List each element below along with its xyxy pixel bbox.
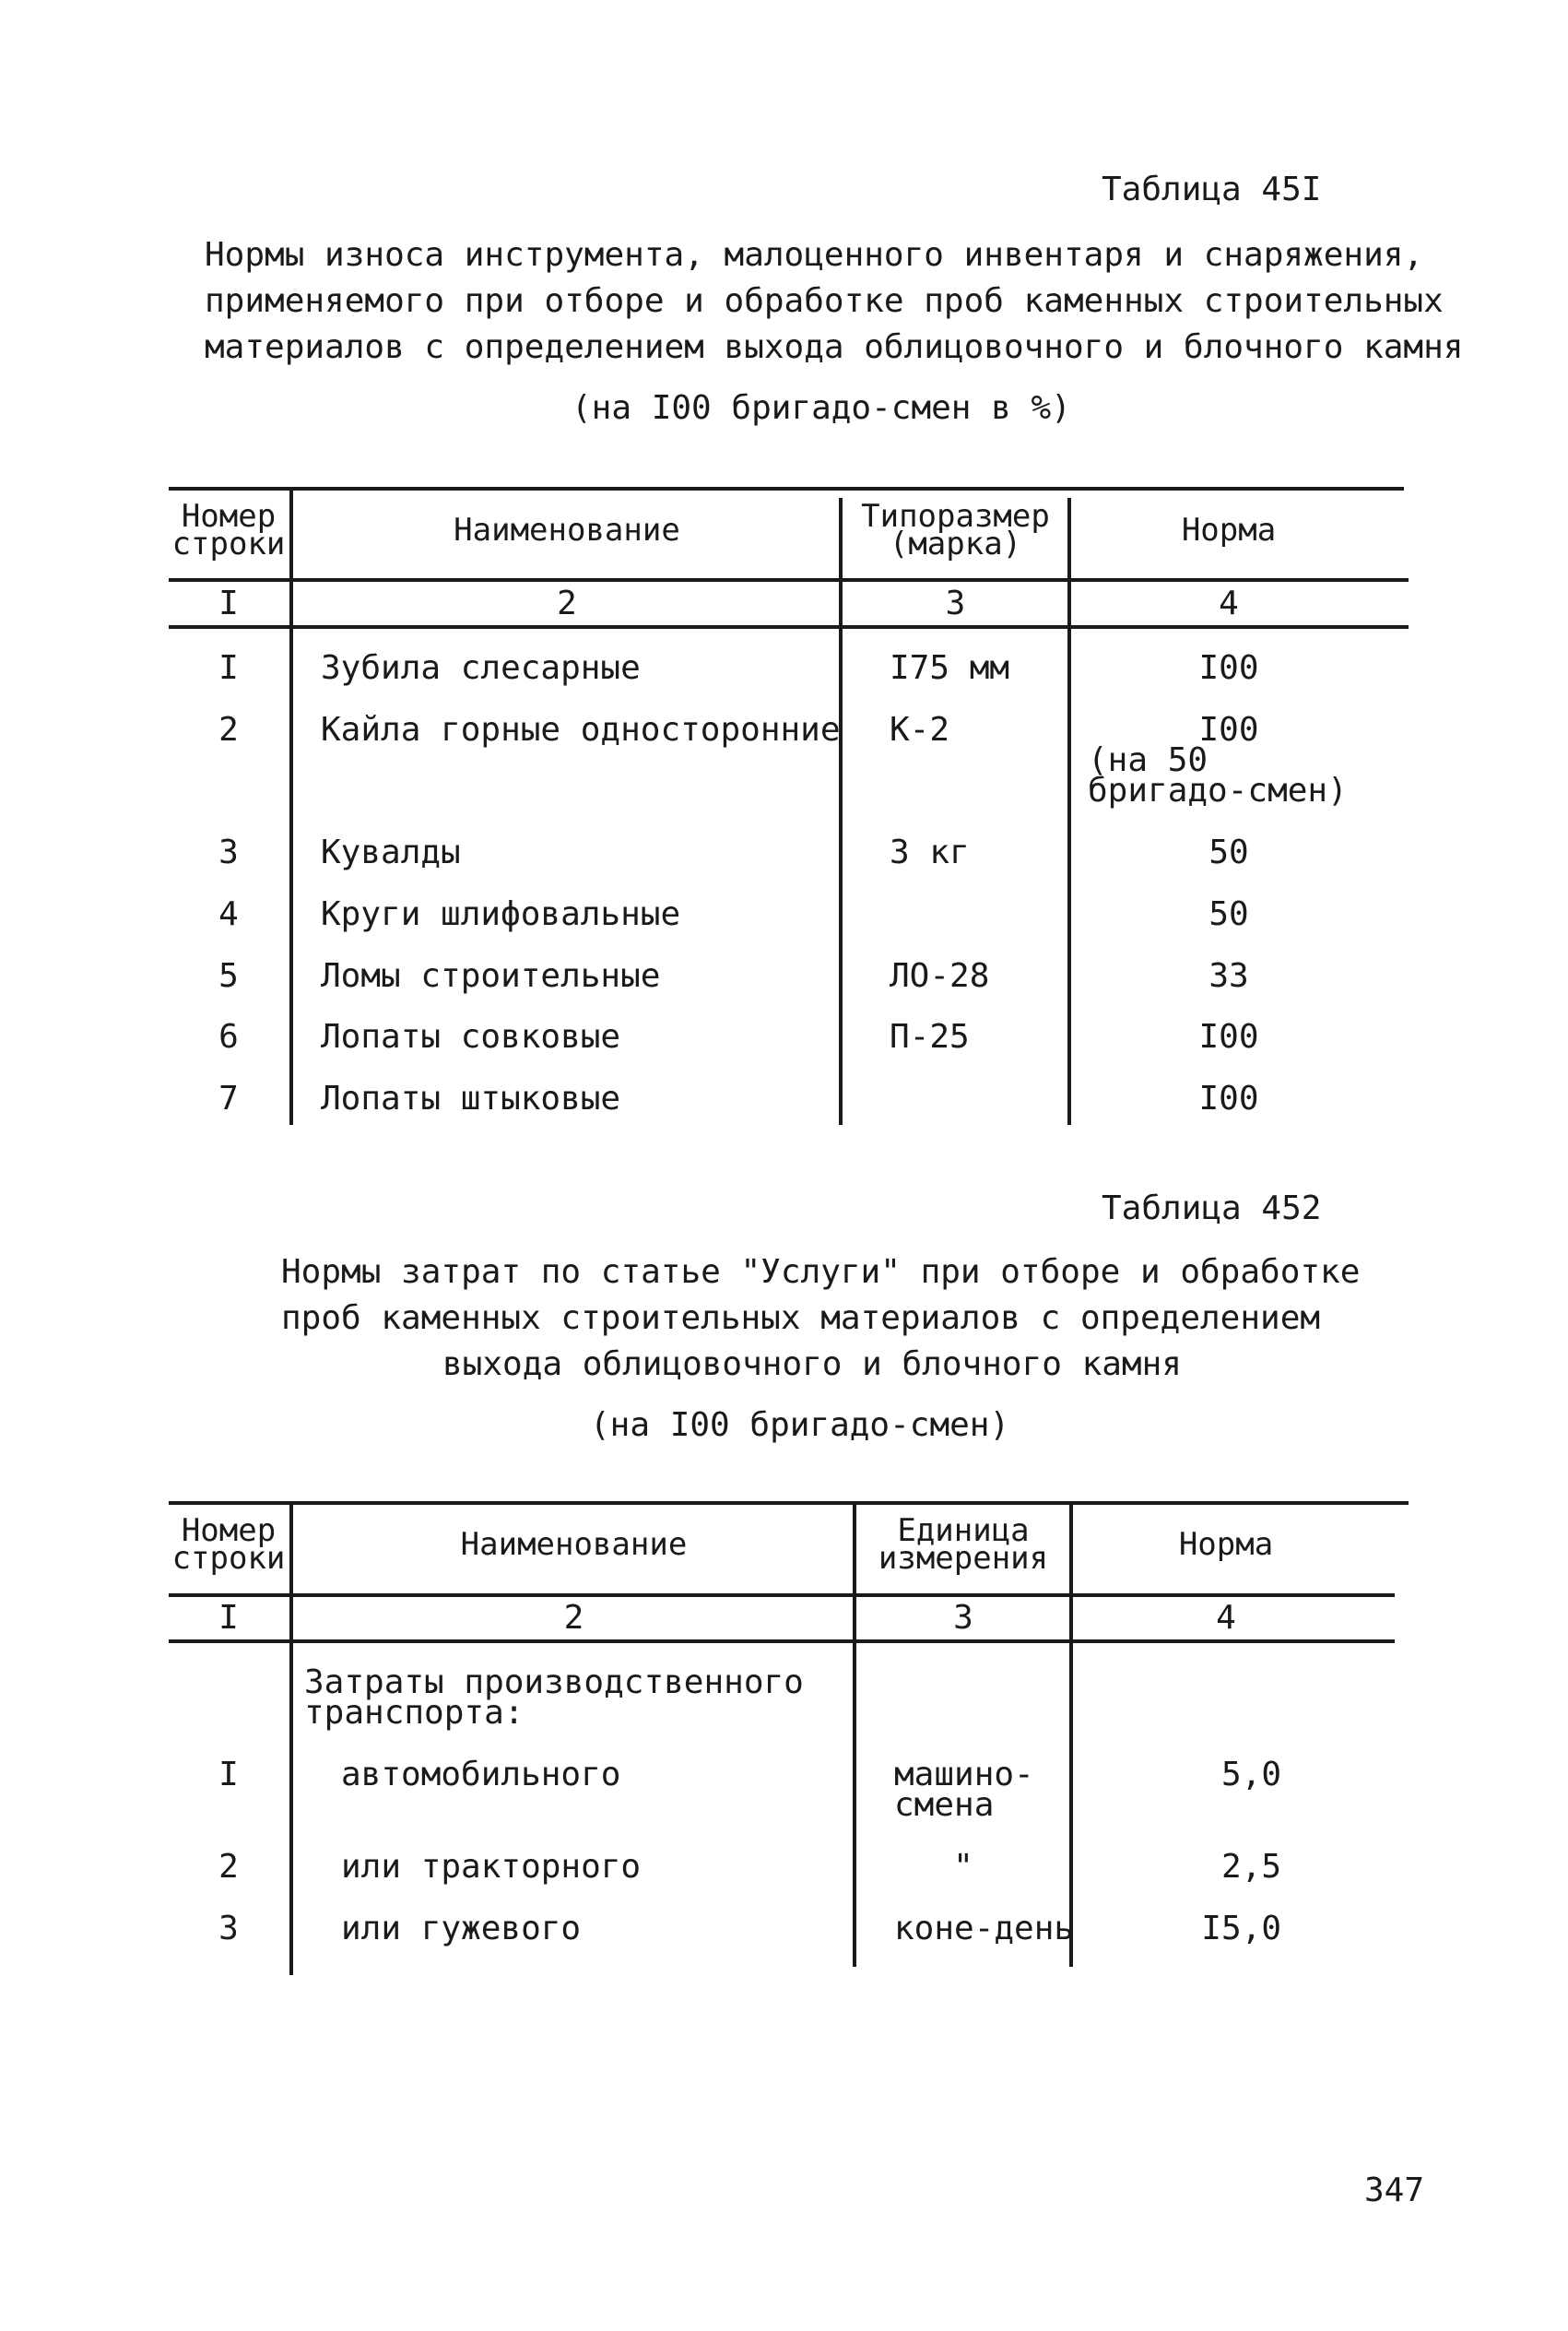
table1-colnum-1: I	[218, 585, 239, 622]
table2-title-line2: проб каменных строительных материалов с определением	[281, 1299, 1321, 1337]
table1-header-size-line2: (марка)	[889, 526, 1022, 562]
row-name: Круги шлифовальные	[321, 895, 681, 933]
table1-divider-2	[839, 498, 843, 1125]
table2-top-rule	[169, 1501, 1409, 1505]
table1-header-number-line2: строки	[171, 526, 286, 562]
row-norm-note-line2: бригадо-смен)	[1088, 772, 1348, 810]
table2-subtitle: (на I00 бригадо-смен)	[590, 1406, 1010, 1444]
table1-colnum-3: 3	[945, 585, 966, 622]
row-norm-note-line1: (на 50	[1088, 741, 1208, 779]
table2-colnum-rule	[169, 1639, 1395, 1643]
table1-header-rule	[169, 578, 1409, 582]
table1-colnum-4: 4	[1219, 585, 1239, 622]
row-norm: I00	[1198, 1018, 1259, 1056]
table2-colnum-2: 2	[563, 1599, 584, 1637]
row-size: 3 кг	[890, 834, 970, 871]
table2-colnum-1: I	[218, 1599, 239, 1637]
row-norm: I00	[1198, 711, 1259, 749]
row-number: 3	[218, 1910, 239, 1947]
table1-header-size-line1: Типоразмер	[861, 498, 1050, 535]
table1-header-norm: Норма	[1181, 512, 1277, 549]
row-norm: I00	[1198, 649, 1259, 687]
row-norm: 5,0	[1220, 1756, 1281, 1793]
table2-group-title-line1: Затраты производственного	[304, 1663, 804, 1701]
row-norm: 33	[1208, 957, 1249, 995]
row-name: Лопаты совковые	[321, 1018, 621, 1056]
row-number: 5	[218, 957, 239, 995]
table2-header-norm: Норма	[1178, 1526, 1274, 1563]
table2-divider-1	[289, 1505, 293, 1975]
row-number: 4	[218, 895, 239, 933]
table2-header-unit-line2: измерения	[878, 1540, 1049, 1577]
row-unit: "	[953, 1848, 973, 1886]
table2-group-title-line2: транспорта:	[304, 1694, 525, 1732]
table2-colnum-4: 4	[1216, 1599, 1236, 1637]
row-name: Лопаты штыковые	[321, 1080, 621, 1118]
row-number: 2	[218, 1848, 239, 1886]
table2-colnum-3: 3	[953, 1599, 973, 1637]
page-number: 347	[1364, 2171, 1425, 2209]
row-unit: коне-день	[894, 1910, 1075, 1947]
table1-title-line3: материалов с определением выхода облицовочного и блочного камня	[205, 328, 1464, 366]
table2-title-line1: Нормы затрат по статье "Услуги" при отборе и обработке	[281, 1253, 1361, 1291]
row-norm: I5,0	[1201, 1910, 1281, 1947]
row-name: или гужевого	[341, 1910, 582, 1947]
row-norm: 2,5	[1220, 1848, 1281, 1886]
table2-title-line3: выхода облицовочного и блочного камня	[442, 1345, 1182, 1383]
table1-divider-3	[1067, 498, 1071, 1125]
row-number: 7	[218, 1080, 239, 1118]
table2-header-unit-line1: Единица	[897, 1512, 1030, 1549]
table2-header-number-line2: строки	[171, 1540, 286, 1577]
table1-top-rule	[169, 487, 1404, 491]
row-norm: 50	[1208, 834, 1249, 871]
table1-divider-1	[289, 489, 293, 1125]
row-number: I	[218, 649, 239, 687]
row-number: 3	[218, 834, 239, 871]
row-size: К-2	[890, 711, 950, 749]
row-size: ЛО-28	[890, 957, 990, 995]
row-name: или тракторного	[341, 1848, 642, 1886]
row-name: автомобильного	[341, 1756, 621, 1793]
table2-header-rule	[169, 1593, 1395, 1597]
row-name: Кувалды	[321, 834, 461, 871]
row-norm: I00	[1198, 1080, 1259, 1118]
table1-title-line2: применяемого при отборе и обработке проб каменных строительных	[205, 282, 1444, 320]
row-unit-line1: машино-	[894, 1756, 1034, 1793]
table1-subtitle: (на I00 бригадо-смен в %)	[572, 389, 1071, 427]
row-name: Кайла горные односторонние	[321, 711, 841, 749]
table1-title-line1: Нормы износа инструмента, малоценного инвентаря и снаряжения,	[205, 236, 1424, 274]
table1-header-name: Наименование	[454, 512, 680, 549]
table2-label: Таблица 452	[1102, 1189, 1322, 1227]
row-number: I	[218, 1756, 239, 1793]
table1-colnum-2: 2	[557, 585, 577, 622]
row-size: I75 мм	[890, 649, 1010, 687]
table2-header-name: Наименование	[460, 1526, 688, 1563]
table1-colnum-rule	[169, 625, 1409, 629]
row-name: Ломы строительные	[321, 957, 661, 995]
table2-divider-3	[1069, 1501, 1073, 1967]
row-number: 6	[218, 1018, 239, 1056]
row-name: Зубила слесарные	[321, 649, 641, 687]
table1-header-number-line1: Номер	[181, 498, 277, 535]
row-number: 2	[218, 711, 239, 749]
table2-header-number-line1: Номер	[181, 1512, 277, 1549]
table2-divider-2	[853, 1501, 856, 1967]
row-size: П-25	[890, 1018, 970, 1056]
table1-label: Таблица 45I	[1102, 171, 1322, 208]
row-unit-line2: смена	[894, 1786, 995, 1824]
row-norm: 50	[1208, 895, 1249, 933]
